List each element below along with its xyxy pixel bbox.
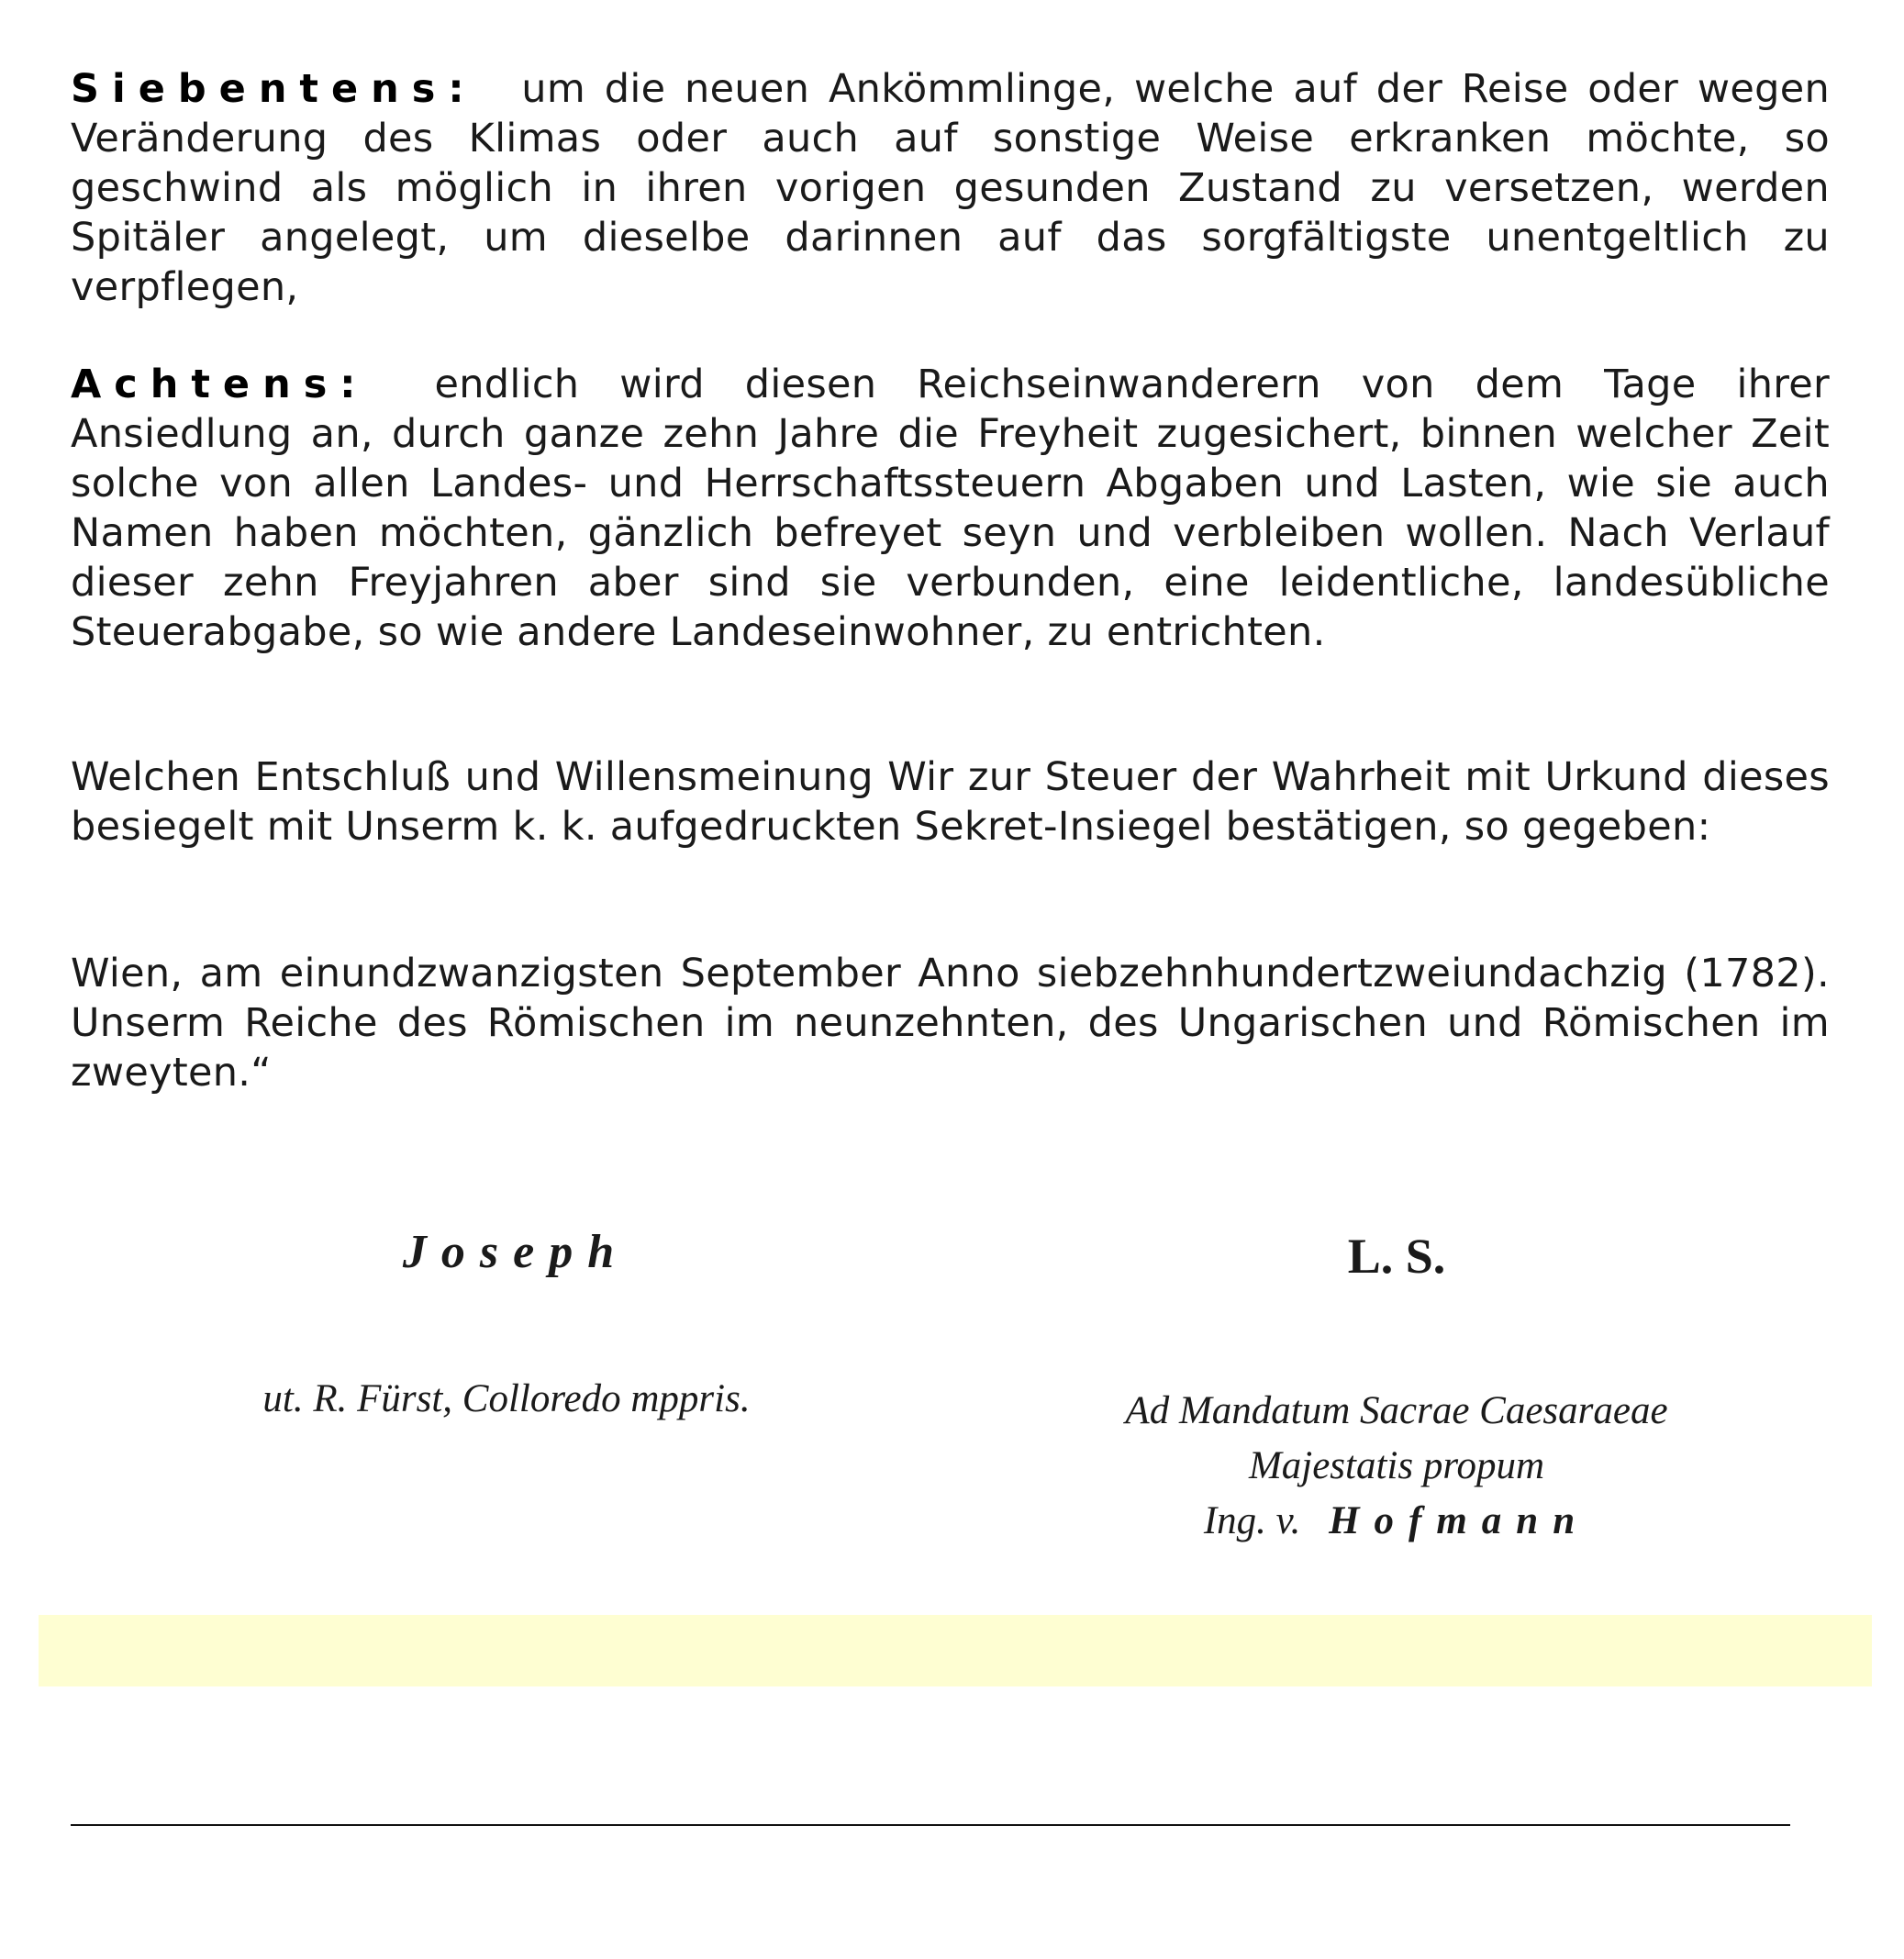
mandatum-block bbox=[984, 1384, 1809, 1549]
mandatum-line: Majestatis propum bbox=[1248, 1444, 1545, 1487]
paragraph-achtens bbox=[71, 360, 1830, 657]
seal-ls: L. S. bbox=[1347, 1229, 1446, 1284]
document-page bbox=[39, 28, 1872, 1922]
footer-divider bbox=[71, 1824, 1790, 1826]
mandatum-prefix: Ing. v. bbox=[1203, 1499, 1301, 1542]
closing-paragraph: Welchen Entschluß und Willensmeinung Wir zur Steuer der Wahrheit mit Urkund dieses besiegelt mit Unserm k. k. aufgedruckten Sekret-Insiegel bestätigen, so gegeben: bbox=[71, 754, 1830, 850]
paragraph-siebentens bbox=[71, 64, 1830, 312]
footer-band bbox=[39, 1615, 1872, 1686]
mandatum-line bbox=[984, 1494, 1809, 1549]
paragraph-body: endlich wird diesen Reichseinwanderern von dem Tage ihrer Ansiedlung an, durch ganze zehn Jahre die Freyheit zugesichert, binnen welcher Zeit solche von allen Landes- und Herrschaftssteuern Abgaben und Lasten, wie sie auch Namen haben möchten, gänzlich befreyet seyn und verbleiben wollen. Nach Verlauf dieser zehn Freyjahren aber sind sie verbunden, eine leidentliche, landesübliche Steuerabgabe, so wie andere Landeseinwohner, zu entrichten. bbox=[71, 362, 1831, 655]
signature-hofmann: Hofmann bbox=[1329, 1499, 1590, 1542]
paragraph-label: Siebentens: bbox=[71, 66, 477, 112]
footer-area bbox=[39, 1686, 1872, 1922]
paragraph-body: um die neuen Ankömmlinge, welche auf der Reise oder wegen Veränderung des Klimas oder auch auf sonstige Weise erkranken möchte, so geschwind als möglich in ihren vorigen gesunden Zustand zu versetzen, werden Spitäler angelegt, um dieselbe darinnen auf das sorgfältigste unentgeltlich zu verpflegen, bbox=[71, 66, 1830, 310]
mandatum-line: Ad Mandatum Sacrae Caesaraeae bbox=[1125, 1389, 1668, 1432]
countersignature-colloredo: ut. R. Fürst, Colloredo mppris. bbox=[262, 1377, 751, 1420]
dateline-paragraph: Wien, am einundzwanzigsten September Anno siebzehnhundertzweiundachzig (1782). Unserm Reiche des Römischen im neunzehnten, des Ungarischen und Römischen im zweyten.“ bbox=[71, 951, 1830, 1096]
signature-joseph: Joseph bbox=[402, 1226, 629, 1278]
document-content bbox=[39, 28, 1872, 1615]
paragraph-label: Achtens: bbox=[71, 362, 369, 407]
